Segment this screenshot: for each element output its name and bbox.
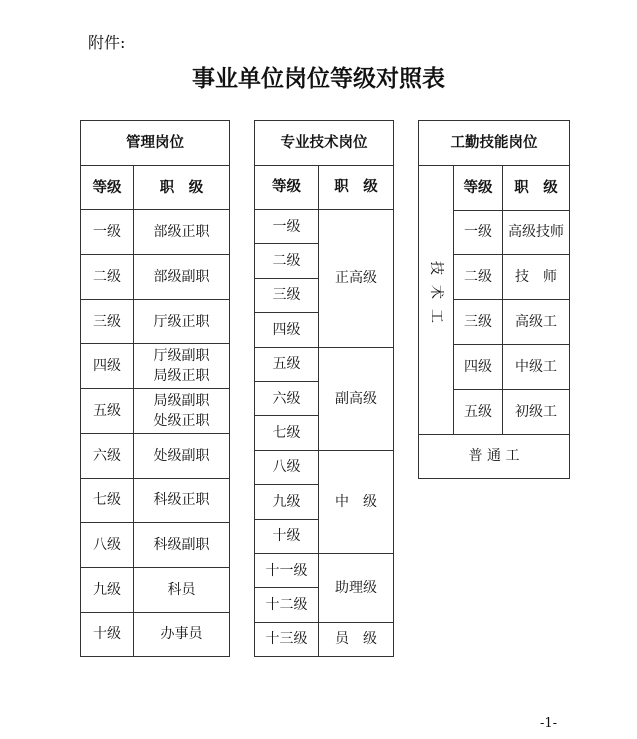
grade-cell: 五级 [454, 389, 503, 434]
rank-cell: 中级工 [503, 344, 570, 389]
grade-cell: 二级 [255, 244, 319, 278]
rank-cell: 科级副职 [134, 523, 230, 568]
rank-cell: 助理级 [319, 553, 394, 622]
table-title: 专业技术岗位 [255, 121, 394, 166]
group-cell [419, 165, 454, 434]
rank-cell: 科员 [134, 567, 230, 612]
rank-cell: 部级副职 [134, 255, 230, 300]
management-table [80, 120, 230, 657]
grade-cell: 四级 [81, 344, 134, 389]
grade-cell: 七级 [81, 478, 134, 523]
rank-line: 厅级副职 [153, 348, 210, 365]
attachment-label: 附件: [88, 33, 126, 52]
rank-cell: 高级技师 [503, 210, 570, 255]
rank-cell: 员 级 [319, 622, 394, 656]
rank-cell [134, 389, 230, 434]
rank-cell: 处级副职 [134, 433, 230, 478]
rank-line: 处级正职 [153, 412, 210, 429]
grade-cell: 十级 [255, 519, 319, 553]
column-header: 等级 [255, 165, 319, 210]
rank-line: 局级正职 [153, 368, 210, 385]
rank-cell: 副高级 [319, 347, 394, 450]
grade-cell: 一级 [81, 210, 134, 255]
professional-table [254, 120, 394, 657]
grade-cell: 五级 [81, 389, 134, 434]
rank-cell: 高级工 [503, 300, 570, 345]
document-title: 事业单位岗位等级对照表 [192, 66, 445, 92]
grade-cell: 三级 [255, 278, 319, 312]
rank-cell: 科级正职 [134, 478, 230, 523]
grade-cell: 八级 [81, 523, 134, 568]
grade-cell: 六级 [255, 381, 319, 415]
group-label: 技术工 [428, 260, 444, 333]
grade-cell: 三级 [454, 300, 503, 345]
grade-cell: 六级 [81, 433, 134, 478]
grade-cell: 九级 [255, 485, 319, 519]
grade-cell: 二级 [454, 255, 503, 300]
column-header: 等级 [81, 165, 134, 210]
table-title: 管理岗位 [81, 121, 230, 166]
grade-cell: 一级 [454, 210, 503, 255]
grade-cell: 九级 [81, 567, 134, 612]
grade-cell: 二级 [81, 255, 134, 300]
column-header: 等级 [454, 165, 503, 210]
rank-cell: 初级工 [503, 389, 570, 434]
page-number: -1- [540, 716, 558, 731]
rank-cell: 技 师 [503, 255, 570, 300]
grade-cell: 七级 [255, 416, 319, 450]
grade-cell: 五级 [255, 347, 319, 381]
grade-cell: 十三级 [255, 622, 319, 656]
table-title: 工勤技能岗位 [419, 121, 570, 166]
rank-cell: 中 级 [319, 450, 394, 553]
rank-cell: 部级正职 [134, 210, 230, 255]
grade-cell: 四级 [255, 313, 319, 347]
grade-cell: 三级 [81, 299, 134, 344]
column-header: 职 级 [134, 165, 230, 210]
rank-line: 局级副职 [153, 392, 210, 409]
grade-cell: 八级 [255, 450, 319, 484]
general-worker-cell: 普 通 工 [419, 434, 570, 479]
rank-cell: 厅级正职 [134, 299, 230, 344]
rank-cell: 办事员 [134, 612, 230, 657]
grade-cell: 四级 [454, 344, 503, 389]
rank-cell [134, 344, 230, 389]
grade-cell: 十级 [81, 612, 134, 657]
grade-cell: 十二级 [255, 588, 319, 622]
skilled-worker-table [418, 120, 570, 479]
rank-cell: 正高级 [319, 210, 394, 348]
grade-cell: 一级 [255, 210, 319, 244]
column-header: 职 级 [319, 165, 394, 210]
grade-cell: 十一级 [255, 553, 319, 587]
column-header: 职 级 [503, 165, 570, 210]
